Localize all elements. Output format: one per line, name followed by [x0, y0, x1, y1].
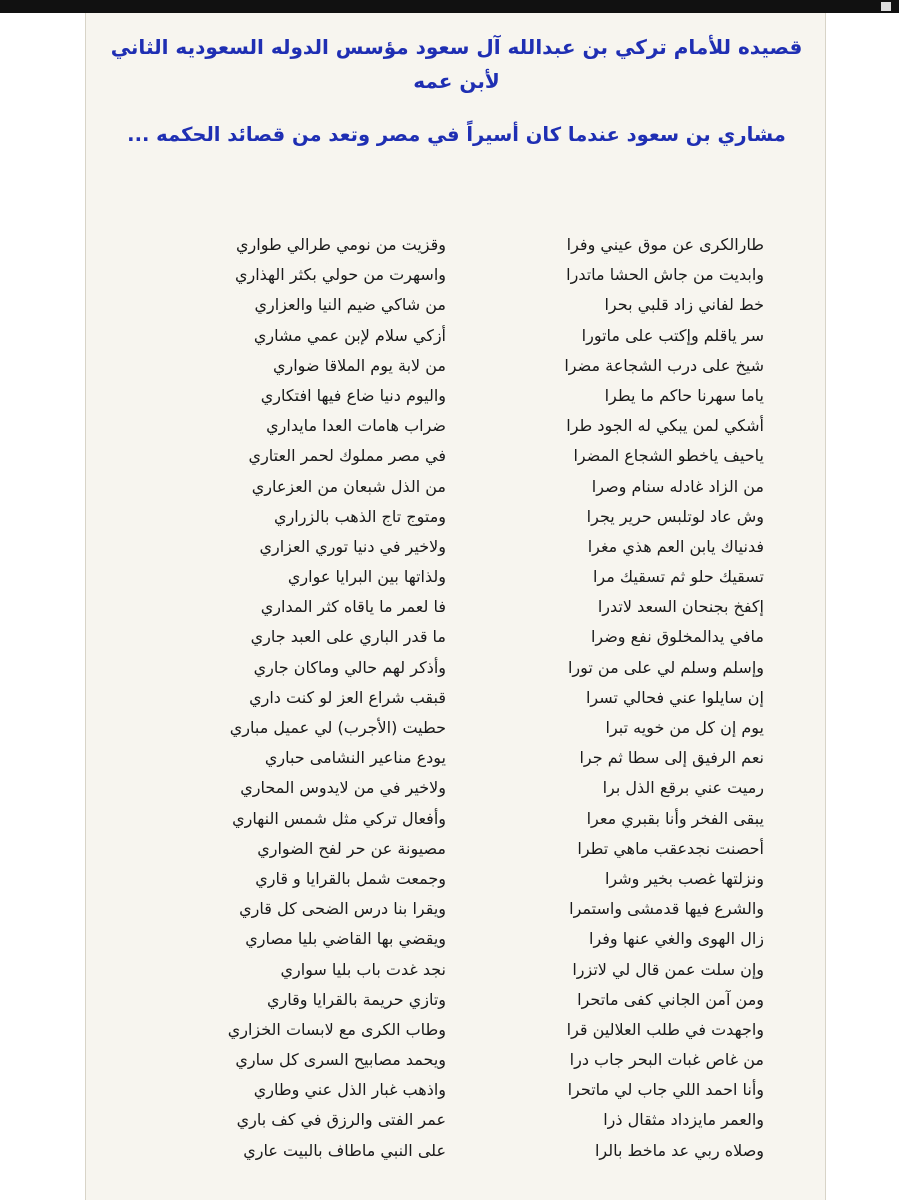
verse-line: طارالكرى عن موق عيني وفرا [566, 235, 764, 254]
verse-line: وطاب الكرى مع لابسات الخزاري [227, 1019, 446, 1039]
verse-line: زال الهوى والغي عنها وفرا [589, 929, 764, 949]
verse-line: ويقرا بنا درس الضحى كل قاري [239, 899, 446, 919]
verse-line: رميت عني برقع الذل برا [602, 778, 764, 798]
verses-left-column [146, 230, 446, 1166]
verse-line: ما قدر الباري على العبد جاري [250, 627, 446, 647]
verse-line: وقزيت من نومي طرالي طواري [236, 235, 446, 254]
verse-line: أشكي لمن يبكي له الجود طرا [566, 416, 764, 436]
verse-line: ويحمد مصابيح السرى كل ساري [235, 1050, 446, 1070]
verse-line: على النبي ماطاف بالبيت عاري [243, 1140, 446, 1160]
verse-line: ومتوج تاج الذهب بالزراري [274, 506, 446, 526]
verse-line: واجهدت في طلب العلالين قرا [566, 1019, 764, 1039]
verse-line: ضراب هامات العدا مايداري [266, 416, 446, 436]
verse-line: أزكي سلام لإبن عمي مشاري [253, 325, 446, 345]
verse-line: إن سايلوا عني فحالي تسرا [585, 687, 764, 707]
verse-line: مافي يدالمخلوق نفع وضرا [590, 627, 764, 647]
verse-line: نجد غدت باب بليا سواري [280, 959, 446, 979]
verse-line: ولاخير في دنيا توري العزاري [259, 536, 446, 556]
verse-line: من شاكي ضيم النيا والعزاري [254, 295, 446, 315]
verse-line: شيخ على درب الشجاعة مضرا [564, 355, 764, 375]
verse-line: مصيونة عن حر لفح الضواري [257, 838, 446, 858]
verse-line: وصلاه ربي عد ماخط بالرا [594, 1140, 764, 1160]
corner-indicator [881, 2, 891, 11]
verse-line: من الذل شبعان من العزعاري [251, 476, 446, 496]
verse-line: وتازي حريمة بالقرايا وقاري [267, 989, 446, 1009]
verse-line: وإن سلت عمن قال لي لاتزرا [572, 959, 764, 979]
verse-line: والشرع فيها قدمشى واستمرا [569, 899, 764, 919]
verse-line: وإسلم وسلم لي على من تورا [567, 657, 764, 677]
verse-line: والعمر مايزداد مثقال ذرا [603, 1110, 764, 1130]
verse-line: من لابة يوم الملاقا ضواري [272, 355, 446, 375]
verse-line: حطيت (الأجرب) لي عميل مباري [229, 718, 446, 737]
verse-line: أحصنت نجدعقب ماهي تطرا [577, 838, 764, 858]
verse-line: ولاخير في من لايدوس المحاري [240, 778, 446, 798]
verse-line: واسهرت من حولي بكثر الهذاري [234, 265, 446, 285]
verse-line: وأنا احمد اللي جاب لي ماتحرا [567, 1080, 764, 1100]
title-line-1: قصيده للأمام تركي بن عبدالله آل سعود مؤسس الدوله السعوديه الثاني [110, 35, 803, 59]
verse-line: نعم الرفيق إلى سطا ثم جرا [579, 748, 764, 768]
verse-line: فا لعمر ما ياقاه كثر المداري [260, 597, 446, 617]
verse-line: من الزاد غادله سنام وصرا [591, 476, 764, 496]
verse-line: ونزلتها غصب بخير وشرا [604, 868, 764, 888]
verse-line: وجمعت شمل بالقرايا و قاري [255, 868, 446, 888]
verse-line: وأفعال تركي مثل شمس النهاري [232, 808, 446, 828]
verse-line: يودع مناعير النشامى حباري [264, 748, 446, 768]
title-line-3: مشاري بن سعود عندما كان أسيراً في مصر وتعد من قصائد الحكمه ... [127, 123, 786, 146]
verse-line: ياحيف ياخطو الشجاع المضرا [573, 446, 764, 466]
poem-document [85, 13, 826, 1200]
top-status-bar [0, 0, 899, 13]
verse-line: قبقب شراع العز لو كنت داري [249, 687, 446, 707]
verse-line: فدنياك يابن العم هذي مغرا [587, 536, 764, 556]
verse-line: واذهب غبار الذل عني وطاري [253, 1080, 446, 1100]
verse-line: خط لفاني زاد قلبي بحرا [604, 295, 764, 315]
verse-line: في مصر مملوك لحمر العتاري [248, 446, 446, 466]
verse-line: تسقيك حلو ثم تسقيك مرا [592, 567, 764, 587]
verse-line: ولذاتها بين البرايا عواري [287, 567, 446, 587]
verse-line: يوم إن كل من خويه تبرا [605, 718, 764, 737]
verse-line: عمر الفتى والرزق في كف باري [236, 1110, 446, 1130]
verse-line: إكفخ بجنحان السعد لاتدرا [597, 597, 764, 617]
verse-line: ومن آمن الجاني كفى ماتحرا [577, 989, 764, 1009]
verse-line: من غاص غبات البحر جاب درا [569, 1050, 764, 1070]
verse-line: وأذكر لهم حالي وماكان جاري [253, 657, 446, 677]
verse-line: وابديت من جاش الحشا ماتدرا [566, 265, 764, 285]
verse-line: سر ياقلم وإكتب على ماتورا [581, 325, 764, 345]
verse-line: يبقى الفخر وأنا بقبري معرا [586, 808, 764, 828]
verses-right-column [464, 230, 764, 1166]
verse-line: ياما سهرنا حاكم ما يطرا [604, 385, 764, 405]
verse-line: ويقضي بها القاضي بليا مصاري [245, 929, 446, 949]
verse-line: وش عاد لوتلبس حرير يجرا [586, 506, 764, 526]
title-line-2: لأبن عمه [413, 69, 500, 93]
verse-line: واليوم دنيا ضاع فيها افتكاري [260, 385, 446, 405]
